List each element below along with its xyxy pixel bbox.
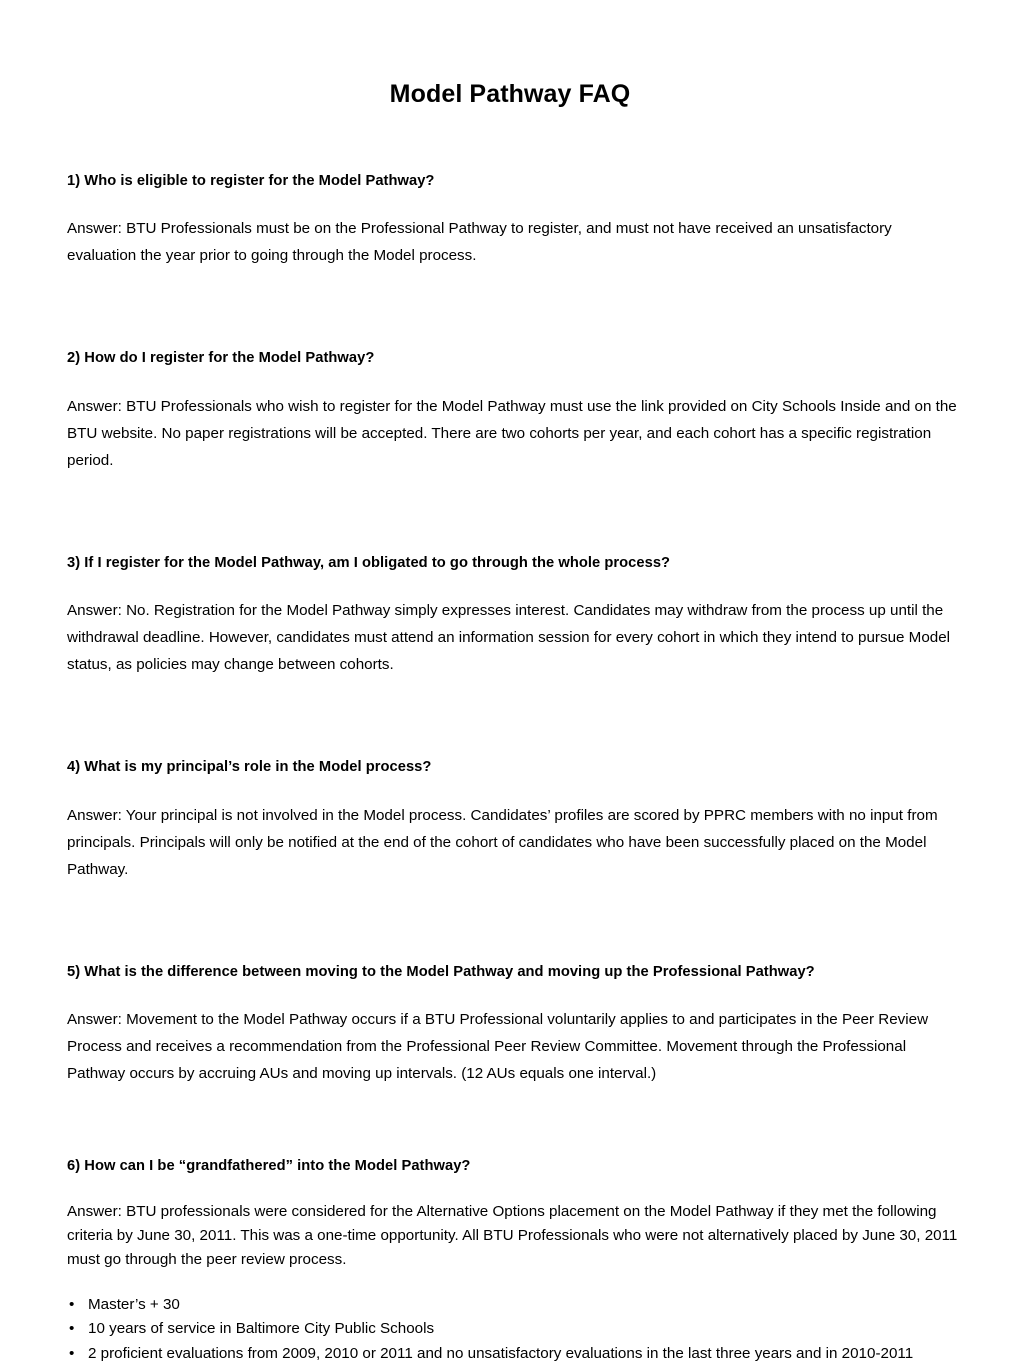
page-title: Model Pathway FAQ [389,80,631,108]
faq-question-2: 2) How do I register for the Model Pathway? [67,350,375,367]
faq-answer-1: Answer: BTU Professionals must be on the Professional Pathway to register, and must not have received an unsatisfactory evaluation the year prior to going through the Model process. [67,220,892,265]
faq-item-3 [67,554,958,679]
list-item-label: Master’s + 30 [88,1295,180,1313]
faq-item-2 [67,349,958,474]
faq-question-1: 1) Who is eligible to register for the Model Pathway? [67,172,435,189]
criteria-bullet-list [67,1273,958,1366]
faq-gap-1 [67,269,958,349]
bullet-icon: • [69,1344,75,1362]
bullet-icon: • [69,1295,75,1313]
faq-item-6 [67,1157,958,1366]
faq-answer-4: Answer: Your principal is not involved in the Model process. Candidates’ profiles are scored by PPRC members with no input from principals. Principals will only be notified at the end of the cohort of candidates who have been successfully placed on the Model Pathway. [67,806,938,878]
list-item [67,1317,958,1342]
document-body [0,109,1020,1366]
list-item [67,1293,958,1318]
faq-question-5: 5) What is the difference between moving to the Model Pathway and moving up the Professional Pathway? [67,963,815,980]
faq-answer-5: Answer: Movement to the Model Pathway occurs if a BTU Professional voluntarily applies to and participates in the Peer Review Process and receives a recommendation from the Professional Peer Review Committee. Movement through the Professional Pathway occurs by accruing AUs and moving up intervals. (12 AUs equals one interval.) [67,1011,929,1083]
list-item [67,1342,958,1366]
faq-question-6: 6) How can I be “grandfathered” into the Model Pathway? [67,1158,471,1175]
faq-question-4: 4) What is my principal’s role in the Model process? [67,759,432,776]
faq-item-4 [67,758,958,883]
list-item-label: 10 years of service in Baltimore City Public Schools [88,1320,435,1338]
faq-question-3: 3) If I register for the Model Pathway, am I obligated to go through the whole process? [67,554,671,571]
faq-answer-3: Answer: No. Registration for the Model Pathway simply expresses interest. Candidates may withdraw from the process up until the withdrawal deadline. However, candidates must attend an information session for every cohort in which they intend to pursue Model status, as policies may change between cohorts. [67,602,951,674]
faq-gap-5 [67,1087,958,1157]
faq-answer-6: Answer: BTU professionals were considered for the Alternative Options placement on the Model Pathway if they met the following criteria by June 30, 2011. This was a one-time opportunity. All BTU Professionals who were not alternatively placed by June 30, 2011 must go through the peer review process. [67,1202,958,1269]
list-item-label: 2 proficient evaluations from 2009, 2010 or 2011 and no unsatisfactory evaluations in the last three years and in 2010-2011 [88,1344,914,1362]
faq-answer-2: Answer: BTU Professionals who wish to register for the Model Pathway must use the link provided on City Schools Inside and on the BTU website. No paper registrations will be accepted. There are two cohorts per year, and each cohort has a specific registration period. [67,397,957,469]
faq-gap-3 [67,678,958,758]
bullet-icon: • [69,1320,75,1338]
faq-gap-2 [67,474,958,554]
faq-item-5 [67,963,958,1088]
faq-gap-4 [67,883,958,963]
faq-item-1 [67,172,958,269]
title-spacer [67,109,958,172]
